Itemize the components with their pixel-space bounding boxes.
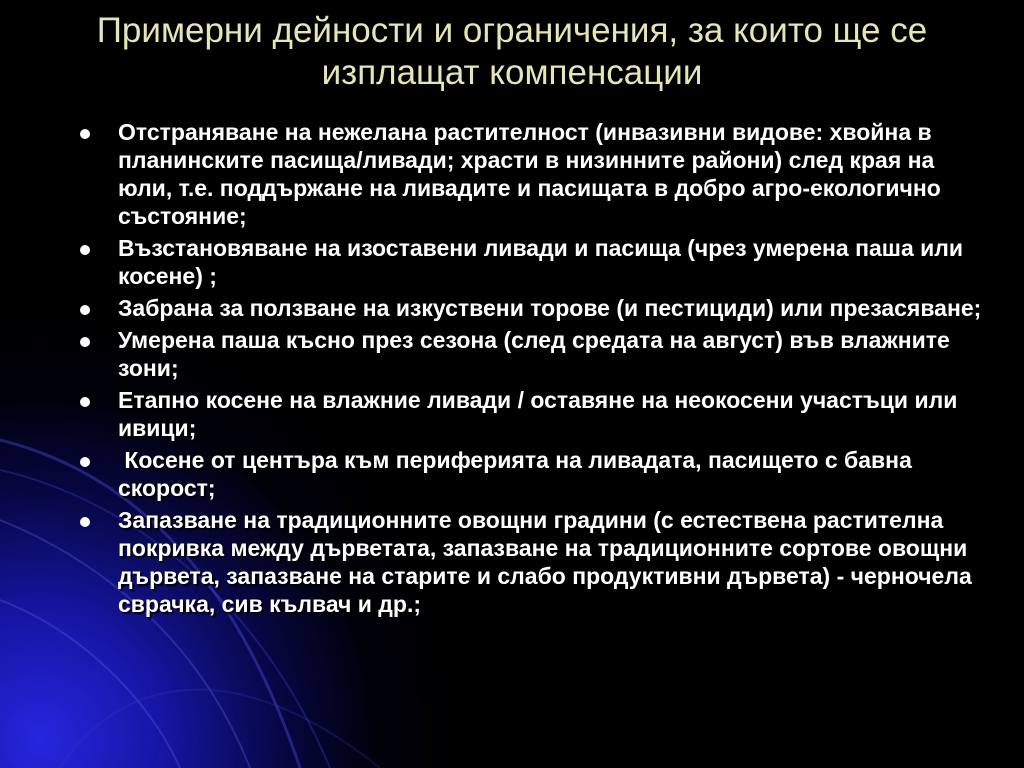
bullet-item — [78, 386, 993, 442]
bullet-dot-icon — [80, 517, 90, 527]
bullet-text: Забрана за ползване на изкуствени торове (и пестициди) или презасяване; — [118, 295, 982, 321]
bullet-dot-icon — [80, 245, 90, 255]
bullet-item — [78, 326, 993, 382]
bullet-dot-icon — [80, 337, 90, 347]
bullet-dot-icon — [80, 129, 90, 139]
bullet-item — [78, 446, 993, 502]
bullet-text: Косене от центъра към периферията на ливадата, пасището с бавна скорост; — [118, 447, 919, 501]
bullet-text: Умерена паша късно през сезона (след средата на август) във влажните зони; — [118, 327, 950, 381]
bullet-text: Запазване на традиционните овощни градини (с естествена растителна покривка между дърветата, запазване на традиционните сортове овощни дървета, запазване на старите и слабо продуктивни дървета) - черночела сврачка, сив кълвач и др.; — [118, 507, 972, 617]
bullet-text: Възстановяване на изоставени ливади и пасища (чрез умерена паша или косене) ; — [118, 235, 964, 289]
bullet-item — [78, 506, 993, 618]
bullet-text: Етапно косене на влажние ливади / оставяне на неокосени участъци или ивици; — [118, 387, 958, 441]
bullet-list — [78, 118, 993, 622]
bullet-dot-icon — [80, 397, 90, 407]
bullet-item — [78, 294, 993, 322]
bullet-item — [78, 118, 993, 230]
bullet-text: Отстраняване на нежелана растителност (инвазивни видове: хвойна в планинските пасища/ливади; храсти в низинните райони) след края на юли, т.е. поддържане на ливадите и пасищата в добро агро-екологично състояние; — [118, 119, 941, 229]
bullet-dot-icon — [80, 305, 90, 315]
bullet-dot-icon — [80, 457, 90, 467]
bullet-item — [78, 234, 993, 290]
slide-title: Примерни дейности и ограничения, за които ще се изплащат компенсации — [96, 11, 928, 92]
